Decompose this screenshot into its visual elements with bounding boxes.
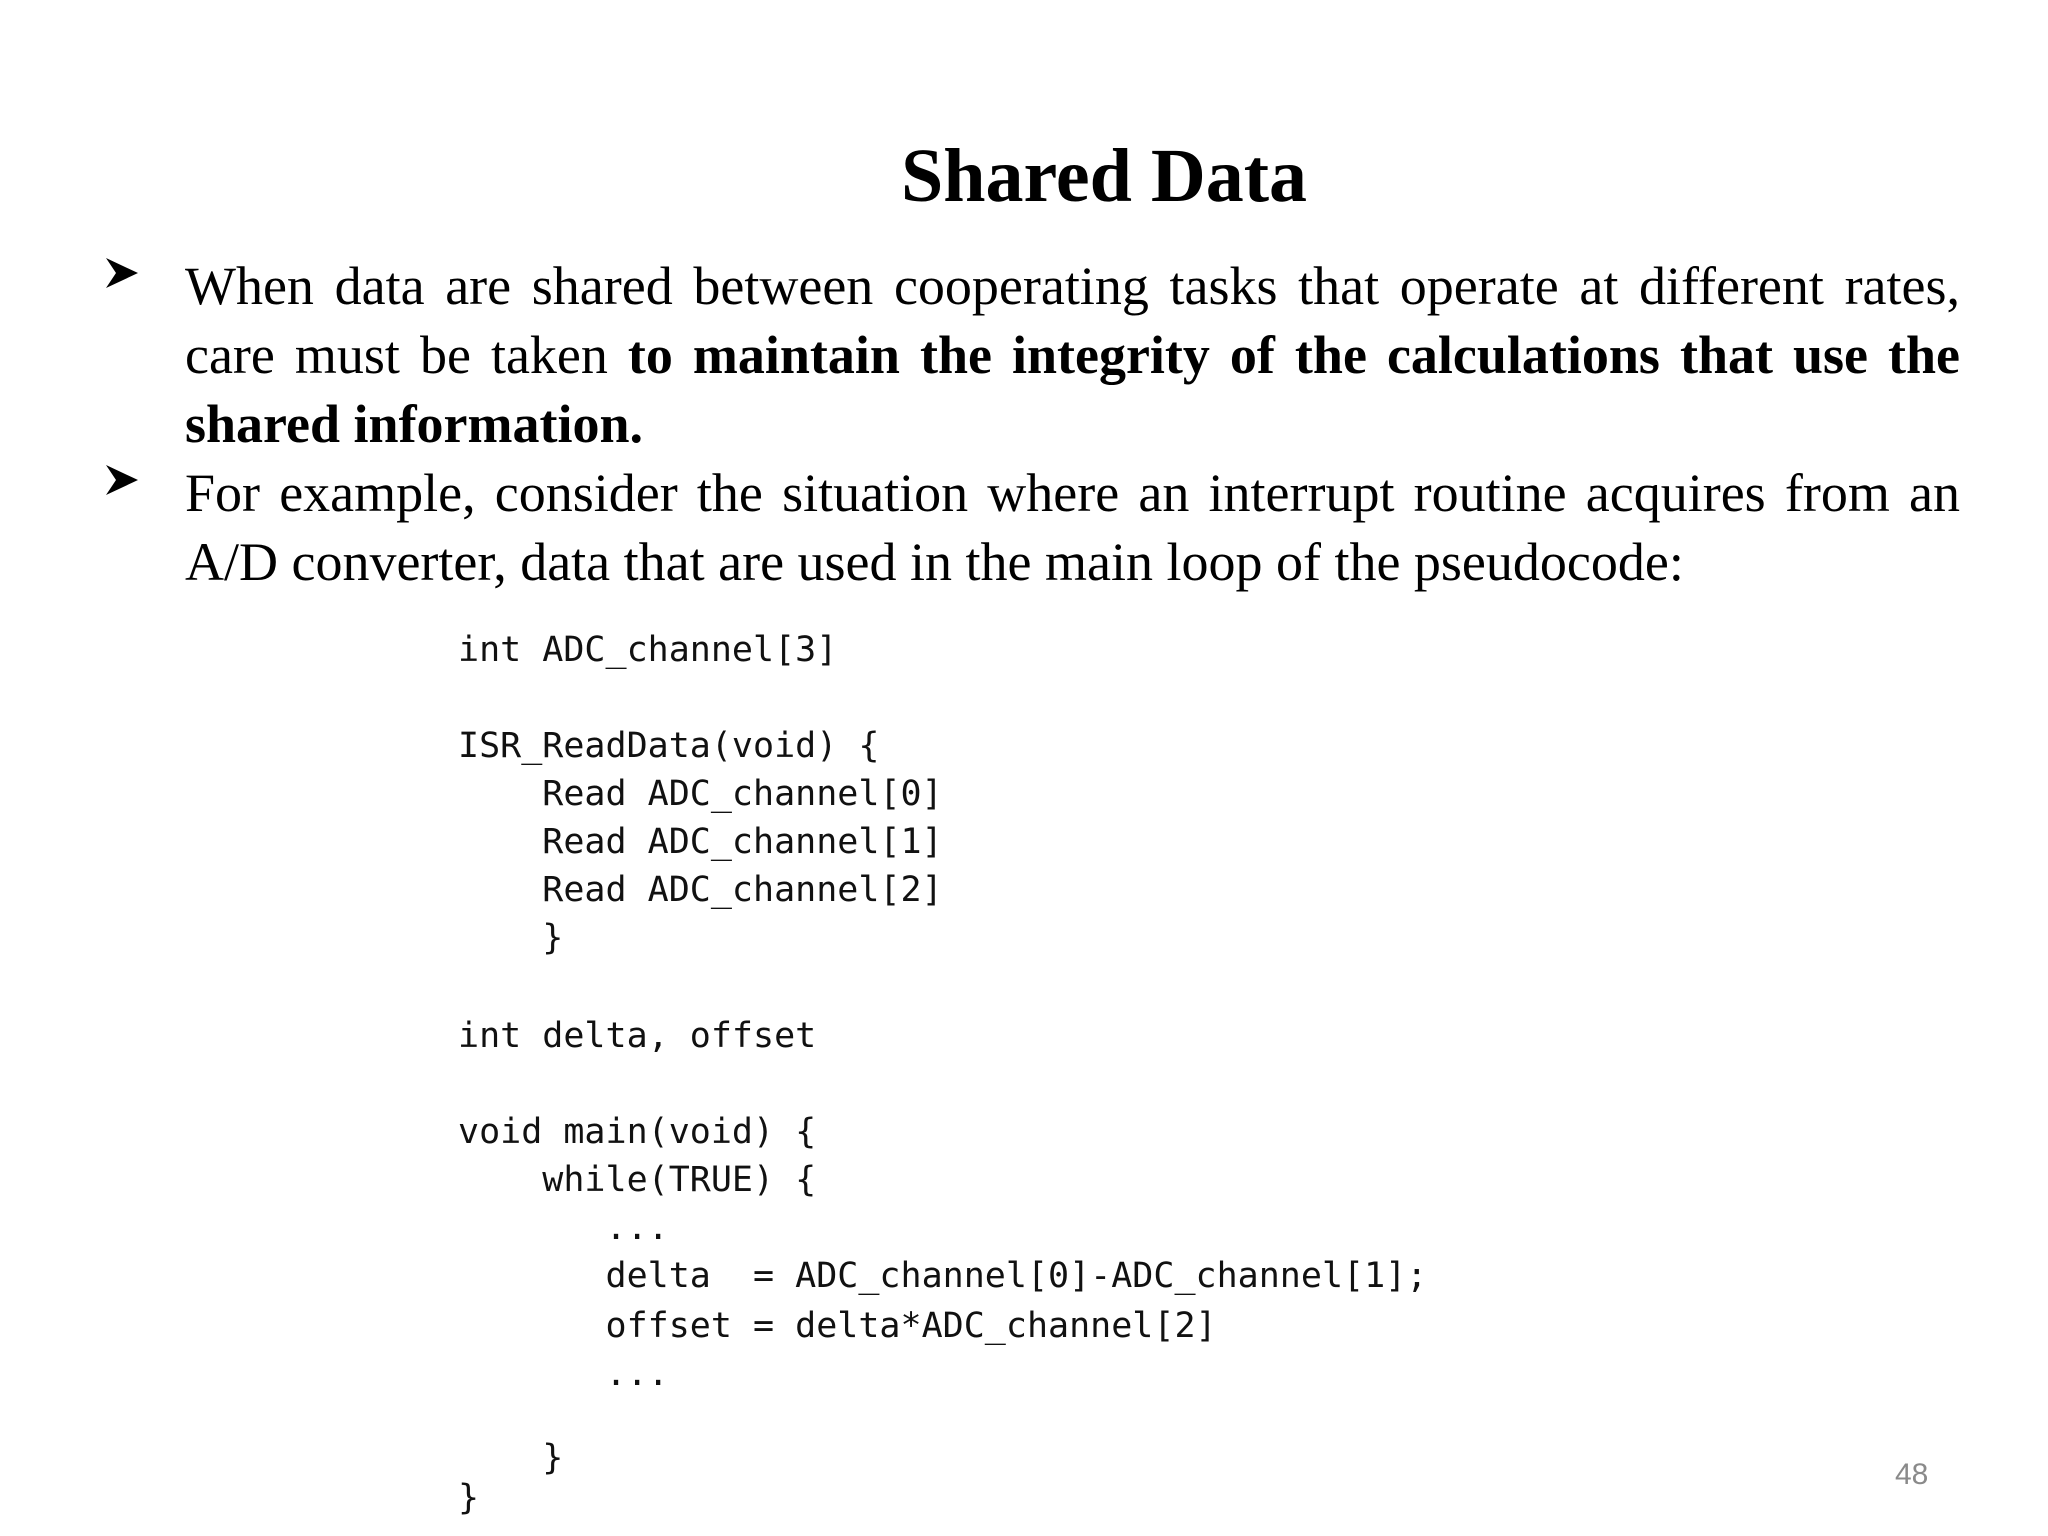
code-line: ...	[458, 1208, 669, 1248]
bullet-item	[100, 252, 1960, 459]
slide-title: Shared Data	[900, 134, 1308, 218]
bullet-text-bold: to maintain the integrity of the calculations that use the shared information.	[185, 325, 1961, 454]
code-line: }	[458, 1438, 564, 1478]
code-line: Read ADC_channel[0]	[458, 774, 943, 814]
pseudocode-block	[458, 630, 1428, 1518]
code-line: void main(void) {	[458, 1112, 817, 1152]
code-line: delta = ADC_channel[0]-ADC_channel[1];	[458, 1256, 1428, 1296]
code-line: }	[458, 1478, 480, 1518]
code-line: offset = delta*ADC_channel[2]	[458, 1306, 1217, 1346]
bullet-list	[100, 252, 1960, 597]
code-line: }	[458, 918, 564, 958]
arrowhead-bullet-icon	[104, 459, 144, 528]
code-line: Read ADC_channel[1]	[458, 822, 943, 862]
bullet-text: When data are shared between cooperating tasks that operate at different rates, care must be taken	[185, 256, 1960, 385]
code-line: ...	[458, 1354, 669, 1394]
code-line: Read ADC_channel[2]	[458, 870, 943, 910]
code-line: ISR_ReadData(void) {	[458, 726, 880, 766]
code-line: int ADC_channel[3]	[458, 630, 838, 670]
bullet-item	[100, 459, 1960, 597]
arrowhead-bullet-icon	[104, 252, 144, 321]
code-line: while(TRUE) {	[458, 1160, 817, 1200]
bullet-text: For example, consider the situation where an interrupt routine acquires from an A/D converter, data that are used in the main loop of the pseudocode:	[185, 463, 1960, 592]
code-line: int delta, offset	[458, 1016, 817, 1056]
page-number: 48	[1895, 1458, 1929, 1491]
